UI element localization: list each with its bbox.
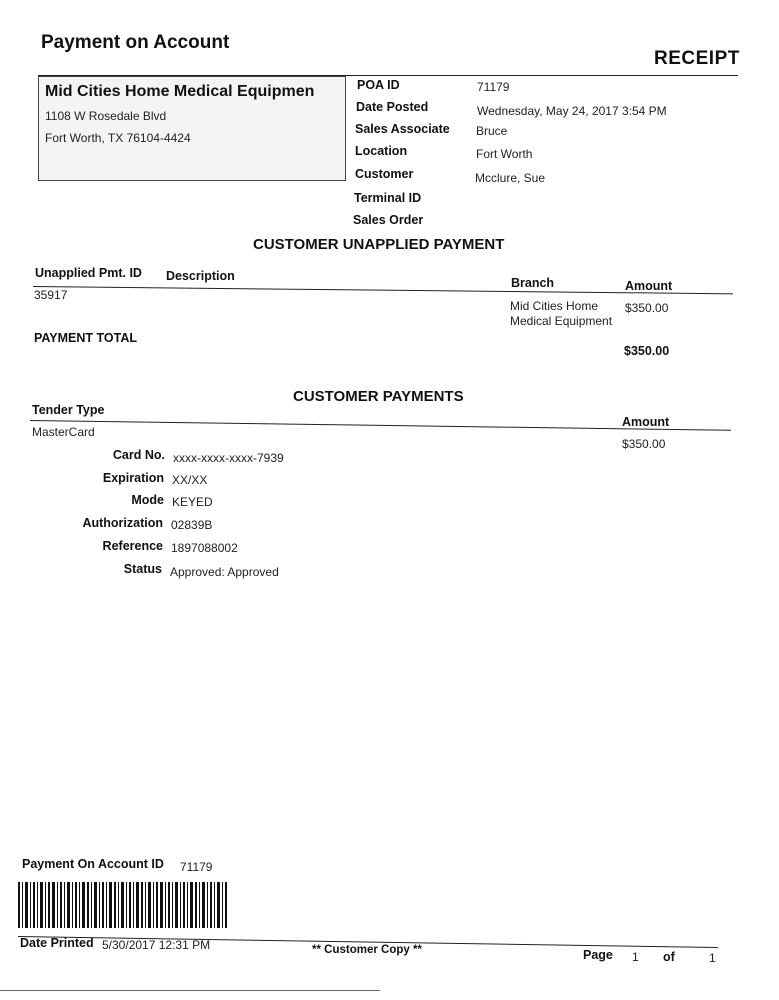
poa-id-value: 71179 <box>477 80 510 94</box>
status-value: Approved: Approved <box>170 565 279 579</box>
payments-amount-value: $350.00 <box>622 437 666 451</box>
customer-value: Mcclure, Sue <box>475 171 546 185</box>
footer-poa-value: 71179 <box>180 860 213 874</box>
barcode-bars <box>18 882 227 928</box>
page-label: Page <box>583 948 613 962</box>
location-value: Fort Worth <box>476 147 533 161</box>
customer-copy-label: ** Customer Copy ** <box>312 944 422 956</box>
terminal-id-label: Terminal ID <box>354 191 422 205</box>
branch-value-line1: Mid Cities Home <box>510 299 599 313</box>
page-total: 1 <box>709 951 716 965</box>
amount-header: Amount <box>625 279 673 293</box>
date-posted-value: Wednesday, May 24, 2017 3:54 PM <box>477 104 667 118</box>
sales-order-label: Sales Order <box>353 213 424 227</box>
footer-poa-label: Payment On Account ID <box>22 857 164 871</box>
branch-value-line2: Medical Equipment <box>510 314 613 328</box>
sales-associate-label: Sales Associate <box>355 122 450 136</box>
receipt-heading: RECEIPT <box>654 48 740 69</box>
mode-label: Mode <box>131 493 164 507</box>
unapplied-id-value: 35917 <box>34 288 68 302</box>
payment-total-label: PAYMENT TOTAL <box>34 331 138 345</box>
reference-label: Reference <box>102 539 163 553</box>
date-printed-label: Date Printed <box>20 936 94 950</box>
card-no-label: Card No. <box>112 448 165 462</box>
unapplied-id-header: Unapplied Pmt. ID <box>35 266 142 280</box>
branch-header: Branch <box>511 276 555 290</box>
tender-type-header: Tender Type <box>32 403 105 417</box>
page-number: 1 <box>632 950 639 964</box>
tender-type-value: MasterCard <box>32 425 95 439</box>
status-label: Status <box>123 562 162 576</box>
store-address-line2: Fort Worth, TX 76104-4424 <box>45 131 191 145</box>
page-title: Payment on Account <box>41 32 230 53</box>
expiration-value: XX/XX <box>172 473 208 487</box>
reference-value: 1897088002 <box>171 541 238 555</box>
expiration-label: Expiration <box>102 471 164 485</box>
payments-amount-header: Amount <box>622 415 670 429</box>
sales-associate-value: Bruce <box>476 124 508 138</box>
barcode-image <box>18 882 228 928</box>
bottom-scan-edge <box>0 990 380 991</box>
authorization-value: 02839B <box>171 518 213 532</box>
poa-id-label: POA ID <box>357 78 400 92</box>
payments-section-title: CUSTOMER PAYMENTS <box>293 388 464 405</box>
page-of-label: of <box>663 950 675 964</box>
mode-value: KEYED <box>172 495 213 509</box>
description-header: Description <box>166 269 235 283</box>
store-name: Mid Cities Home Medical Equipmen <box>45 83 315 100</box>
card-no-value: xxxx-xxxx-xxxx-7939 <box>173 451 284 465</box>
authorization-label: Authorization <box>82 516 163 530</box>
customer-label: Customer <box>355 167 414 181</box>
store-address-line1: 1108 W Rosedale Blvd <box>45 109 167 123</box>
payment-total-value: $350.00 <box>624 344 670 358</box>
location-label: Location <box>355 144 408 158</box>
date-posted-label: Date Posted <box>356 100 429 114</box>
unapplied-section-title: CUSTOMER UNAPPLIED PAYMENT <box>253 236 505 253</box>
unapplied-amount-value: $350.00 <box>625 301 669 315</box>
date-printed-value: 5/30/2017 12:31 PM <box>102 938 211 952</box>
